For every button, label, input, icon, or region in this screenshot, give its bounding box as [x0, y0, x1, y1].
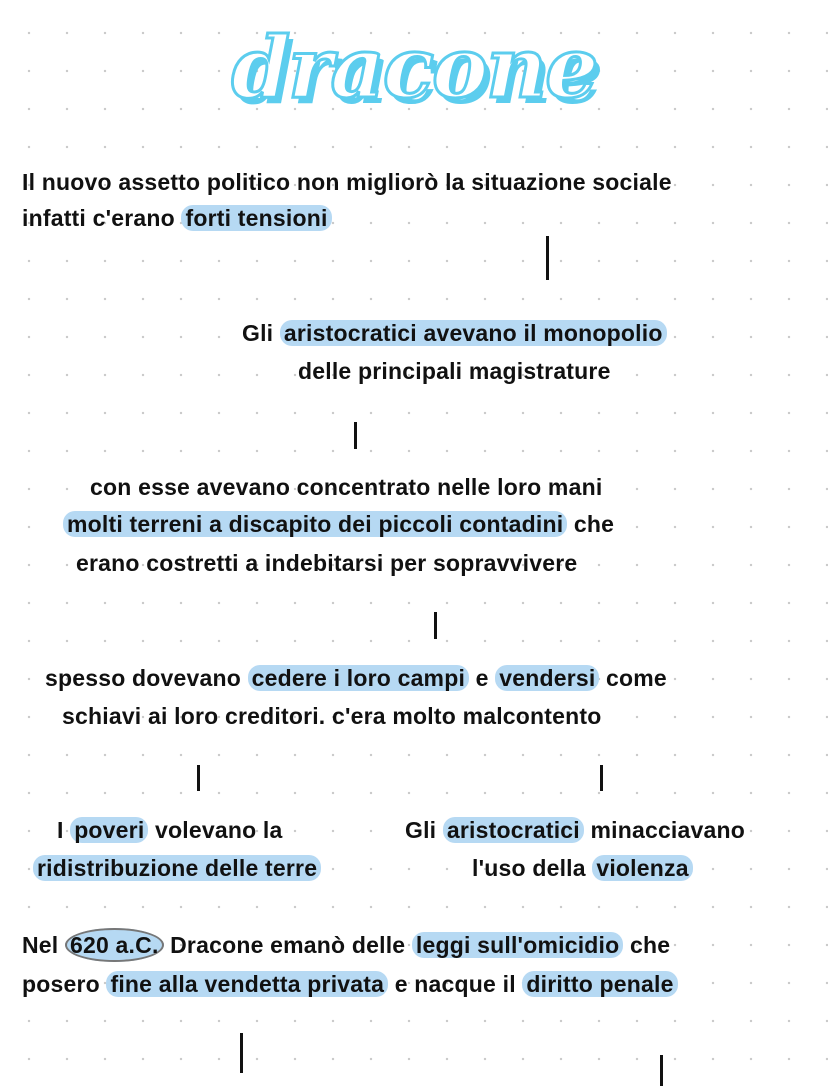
text-segment: erano costretti a indebitarsi per sopravvivere — [76, 550, 578, 576]
highlighted-text: fine alla vendetta privata — [106, 971, 388, 997]
highlighted-text: aristocratici avevano il monopolio — [280, 320, 667, 346]
note-line-poveri-1 — [57, 815, 283, 845]
highlighted-text: leggi sull'omicidio — [412, 932, 624, 958]
note-line-campi-1 — [45, 663, 667, 693]
text-segment: Nel — [22, 932, 65, 958]
text-segment: Gli — [242, 320, 280, 346]
text-segment: come — [599, 665, 667, 691]
note-line-intro-1 — [22, 167, 672, 197]
highlighted-text: vendersi — [495, 665, 599, 691]
connector-line — [434, 612, 437, 639]
connector-line — [197, 765, 200, 791]
connector-line — [546, 236, 549, 280]
connector-line — [660, 1055, 663, 1086]
highlighted-text: aristocratici — [443, 817, 584, 843]
text-segment: infatti c'erano — [22, 205, 182, 231]
text-segment: I — [57, 817, 71, 843]
highlighted-text: forti tensioni — [181, 205, 331, 231]
text-segment: Dracone emanò delle — [163, 932, 412, 958]
note-line-aristo-1 — [242, 318, 667, 348]
note-line-terreni-3 — [76, 548, 577, 578]
connector-line — [600, 765, 603, 791]
text-segment: Il nuovo assetto politico non migliorò la situazione sociale — [22, 169, 672, 195]
text-segment: schiavi ai loro creditori. c'era molto malcontento — [62, 703, 602, 729]
note-line-leggi-1 — [22, 930, 670, 960]
text-segment: e — [469, 665, 496, 691]
text-segment: spesso dovevano — [45, 665, 248, 691]
highlighted-text: 620 a.C. — [65, 928, 164, 962]
text-segment: minacciavano — [583, 817, 745, 843]
highlighted-text: ridistribuzione delle terre — [33, 855, 321, 881]
text-segment: l'uso della — [472, 855, 593, 881]
note-line-poveri-2 — [33, 853, 321, 883]
text-segment: delle principali magistrature — [298, 358, 611, 384]
note-line-minaccia-2 — [472, 853, 693, 883]
page-title: dracone — [231, 18, 597, 117]
highlighted-text: violenza — [592, 855, 692, 881]
note-line-minaccia-1 — [405, 815, 745, 845]
text-segment: che — [567, 511, 615, 537]
text-segment: con esse avevano concentrato nelle loro mani — [90, 474, 603, 500]
text-segment: Gli — [405, 817, 443, 843]
text-segment: posero — [22, 971, 107, 997]
connector-line — [240, 1033, 243, 1073]
highlighted-text: molti terreni a discapito dei piccoli contadini — [63, 511, 567, 537]
note-line-aristo-2 — [298, 356, 611, 386]
note-line-intro-2 — [22, 203, 332, 233]
text-segment: e nacque il — [388, 971, 523, 997]
highlighted-text: diritto penale — [522, 971, 677, 997]
connector-line — [354, 422, 357, 449]
note-line-campi-2 — [62, 701, 602, 731]
note-line-terreni-1 — [90, 472, 602, 502]
text-segment: che — [623, 932, 671, 958]
note-line-leggi-2 — [22, 969, 678, 999]
text-segment: volevano la — [148, 817, 283, 843]
note-line-terreni-2 — [63, 509, 614, 539]
highlighted-text: poveri — [70, 817, 148, 843]
highlighted-text: cedere i loro campi — [248, 665, 469, 691]
